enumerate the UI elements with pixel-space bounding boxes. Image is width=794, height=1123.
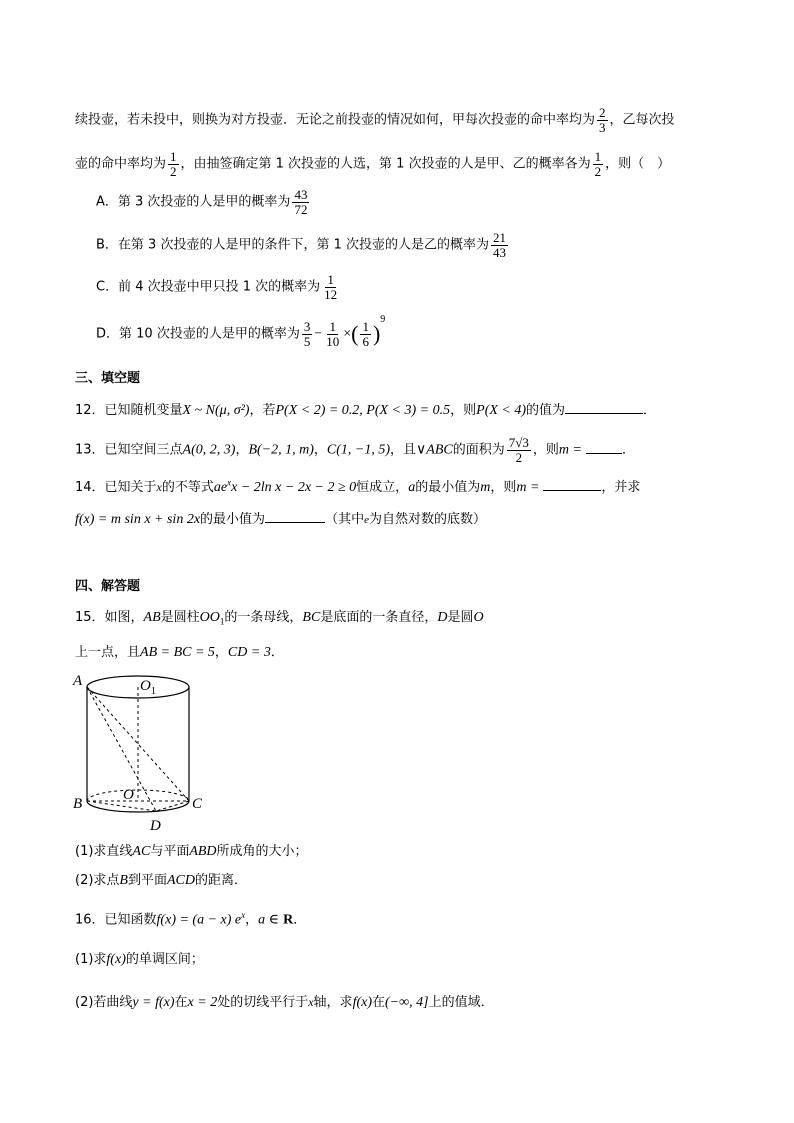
frac-num: 3 [303, 319, 311, 334]
q13-text-d: ，则 [532, 442, 559, 458]
function-f: f(x) = (a − x) e [156, 912, 242, 928]
frac-num: 1 [362, 319, 369, 334]
q16-end: ． [293, 912, 307, 928]
q12 [75, 401, 656, 418]
q15-sub2-text-b: 到平面 [127, 873, 167, 888]
q15-line2-text-c: ． [270, 645, 284, 660]
q11-line2-text-b: ，由抽签确定第 1 次投壶的人选，第 1 次投壶的人是甲、乙的概率各为 [180, 156, 591, 172]
frac-num: 1 [170, 149, 177, 164]
segment-bd [87, 801, 156, 811]
q14-line2 [75, 510, 486, 527]
q16-sub2-text-a: (2)若曲线 [75, 995, 133, 1010]
q14-text-b: 的不等式 [161, 480, 214, 495]
option-d-text: D．第 10 次投壶的人是甲的概率为 [96, 326, 300, 342]
q14-text-f: ，并求 [601, 480, 641, 495]
option-c [96, 273, 341, 301]
q11-line2-text-a: 壶的命中率均为 [75, 156, 167, 172]
point-b: B(−2, 1, m) [248, 442, 314, 458]
option-d-fraction-2 [324, 320, 341, 348]
q16-sub1-text-b: 的单调区间； [125, 952, 204, 967]
q11-line1 [75, 106, 675, 134]
option-a-fraction [292, 188, 309, 216]
option-d-fraction-3 [360, 320, 371, 348]
frac-den: 10 [326, 333, 340, 349]
label-c: C [192, 796, 203, 812]
oo1-sub: 1 [219, 616, 225, 627]
label-o1: O [140, 678, 151, 694]
q13-text-c: 的面积为 [452, 442, 505, 458]
abd: ABD [189, 844, 217, 859]
q13-text-a: 13．已知空间三点 [75, 442, 183, 458]
q15-sub2 [75, 874, 247, 888]
option-a-text: A．第 3 次投壶的人是甲的概率为 [96, 194, 291, 210]
q13 [75, 436, 635, 464]
q15-sub1-text-b: 与平面 [150, 844, 190, 859]
q12-text-a: 12．已知随机变量 [75, 403, 183, 418]
frac-num: 1 [594, 149, 602, 164]
q16-text-b: ， [245, 912, 259, 928]
frac-num: 1 [329, 319, 336, 334]
eq2: CD = 3 [227, 645, 271, 660]
frac-den: 2 [170, 163, 177, 179]
right-paren: ) [372, 321, 381, 347]
interval: (−∞, 4] [385, 995, 429, 1010]
q14-text-e: ，则 [490, 480, 517, 495]
q13-end: ． [621, 442, 635, 458]
label-d: D [150, 818, 161, 834]
section-4-heading: 四、解答题 [75, 579, 141, 594]
q12-text-c: ，则 [450, 403, 477, 418]
times-sign: × [343, 326, 352, 342]
q14-text-d: 的最小值为 [415, 480, 481, 495]
answer-blank-1[interactable] [543, 478, 601, 491]
answer-blank[interactable] [586, 441, 622, 454]
frac-den: 6 [362, 333, 369, 349]
q15-sub2-text-c: 的距离． [195, 873, 248, 888]
answer-blank-2[interactable] [265, 510, 325, 523]
option-b-fraction [491, 231, 508, 259]
option-d-fraction-1 [302, 320, 313, 348]
label-o: O [123, 787, 134, 803]
q16-sub2-text-c: 处的切线平行于 [217, 995, 309, 1010]
q15-text-c: 的一条母线， [224, 610, 303, 625]
option-b [96, 231, 510, 259]
q15-text-e: 是圆 [447, 610, 474, 625]
q16-sub2-text-g: 上的值域． [428, 995, 494, 1010]
f-of-x-2: f(x) [352, 995, 372, 1010]
a-in: a ∈ [258, 912, 280, 928]
option-c-fraction [322, 273, 339, 301]
option-a [96, 188, 311, 216]
frac-den: 3 [599, 119, 606, 135]
q15-sub2-text-a: (2)求点 [75, 873, 120, 888]
q14-text-i: 为自然对数的底数） [368, 512, 486, 527]
point-a: A(0, 2, 3) [182, 442, 236, 458]
q13-text-b: ，且 [390, 442, 417, 458]
inequality: ae [213, 480, 228, 495]
frac-den: 2 [594, 163, 602, 179]
q15-line2-text-a: 上一点，且 [75, 645, 141, 660]
minus-sign: − [314, 326, 323, 342]
q15-sub1 [75, 845, 308, 859]
q15-line2-text-b: ， [214, 645, 228, 660]
frac-num: 21 [493, 230, 506, 245]
frac-num: 1 [327, 272, 334, 287]
fraction-2-3 [597, 106, 608, 134]
a-var: a [408, 480, 416, 495]
frac-den: 72 [294, 201, 308, 217]
q16-text-a: 16．已知函数 [75, 912, 157, 928]
q15-text-b: 是圆柱 [160, 610, 200, 625]
b-point: B [119, 873, 128, 888]
q14-text-a: 14．已知关于 [75, 480, 157, 495]
frac-den: 5 [303, 333, 311, 349]
m-var: m = [558, 442, 582, 458]
function-f: f(x) = m sin x + sin 2x [75, 512, 201, 527]
q12-condition: P(X < 2) = 0.2, P(X < 3) = 0.5 [275, 403, 451, 418]
q11-line1-text-b: ，乙每次投 [609, 112, 675, 128]
q12-text-b: ，若 [249, 403, 276, 418]
e-var: e [364, 514, 369, 526]
q13-sep2: ， [313, 442, 327, 458]
q12-ask: P(X < 4) [476, 403, 527, 418]
cylinder-figure [70, 668, 205, 838]
q15-sub1-text-c: 所成角的大小； [216, 844, 308, 859]
q16-sub2 [75, 996, 494, 1010]
q15-sub1-text-a: (1)求直线 [75, 844, 133, 859]
area-fraction [507, 436, 531, 464]
q14-text-h: （其中 [325, 512, 365, 527]
q14-text-g: 的最小值为 [200, 512, 266, 527]
bc: BC [302, 610, 321, 625]
real-set: R [283, 912, 294, 928]
q15-line1 [75, 611, 484, 627]
oo1: OO [199, 610, 220, 625]
fraction-1-2-b [593, 150, 604, 178]
q15-text-d: 是底面的一条直径， [320, 610, 438, 625]
function-exp: x [241, 910, 246, 920]
m-eq: m = [516, 480, 540, 495]
q15-text-a: 15．如图， [75, 610, 144, 625]
option-b-text: B．在第 3 次投壶的人是甲的条件下，第 1 次投壶的人是乙的概率为 [96, 237, 489, 253]
fraction-1-2 [168, 150, 179, 178]
q16-sub1 [75, 953, 204, 967]
q16-sub2-text-e: 在 [372, 995, 386, 1010]
f-of-x: f(x) [106, 952, 126, 967]
q16 [75, 911, 306, 927]
q12-distribution: X ~ N(μ, σ²) [182, 403, 250, 418]
acd: ACD [167, 873, 195, 888]
bottom-front-arc [87, 801, 189, 812]
frac-den: 2 [515, 449, 523, 465]
o-point: O [473, 610, 484, 625]
x-axis: x [308, 995, 314, 1009]
curve: y = f(x) [132, 995, 175, 1010]
frac-den: 43 [493, 244, 506, 260]
frac-num: 2 [599, 105, 606, 120]
m-var: m [480, 480, 491, 495]
triangle: ∨ABC [416, 442, 453, 458]
x-var: x [156, 480, 162, 494]
q11-line1-text: 续投壶，若未投中，则换为对方投壶．无论之前投壶的情况如何，甲每次投壶的命中率均为 [75, 112, 596, 128]
option-d [96, 314, 386, 349]
q16-sub2-text-d: 轴，求 [313, 995, 353, 1010]
exponent: 9 [380, 314, 386, 326]
q14-line1 [75, 478, 640, 495]
q16-sub1-text-a: (1)求 [75, 952, 107, 967]
label-a: A [73, 673, 83, 689]
label-o1-sub: 1 [151, 686, 156, 697]
q11-line2 [75, 150, 670, 178]
frac-num: 43 [294, 187, 308, 202]
d-point: D [437, 610, 448, 625]
q14-text-c: 恒成立， [356, 480, 409, 495]
q12-end: ． [643, 403, 657, 418]
frac-den: 12 [324, 286, 338, 302]
q12-text-d: 的值为 [526, 403, 566, 418]
frac-num: 7√3 [508, 435, 529, 450]
option-c-text: C．前 4 次投壶中甲只投 1 次的概率为 [96, 279, 321, 295]
label-b: B [73, 796, 83, 812]
point-c: C(1, −1, 5) [326, 442, 391, 458]
answer-blank[interactable] [565, 401, 643, 414]
q13-sep1: ， [235, 442, 249, 458]
inequality-rest: x − 2ln x − 2x − 2 ≥ 0 [231, 480, 357, 495]
inequality-exp: x [227, 477, 232, 488]
q15-line2 [75, 646, 284, 660]
segment-ad [87, 687, 156, 811]
ac: AC [132, 844, 151, 859]
section-3-heading: 三、填空题 [75, 371, 141, 386]
ab: AB [143, 610, 161, 625]
q16-sub2-text-b: 在 [174, 995, 188, 1010]
q11-line2-text-c: ，则（ ） [605, 156, 671, 172]
x-eq-2: x = 2 [187, 995, 218, 1010]
left-paren: ( [351, 321, 359, 347]
eq1: AB = BC = 5 [140, 645, 215, 660]
